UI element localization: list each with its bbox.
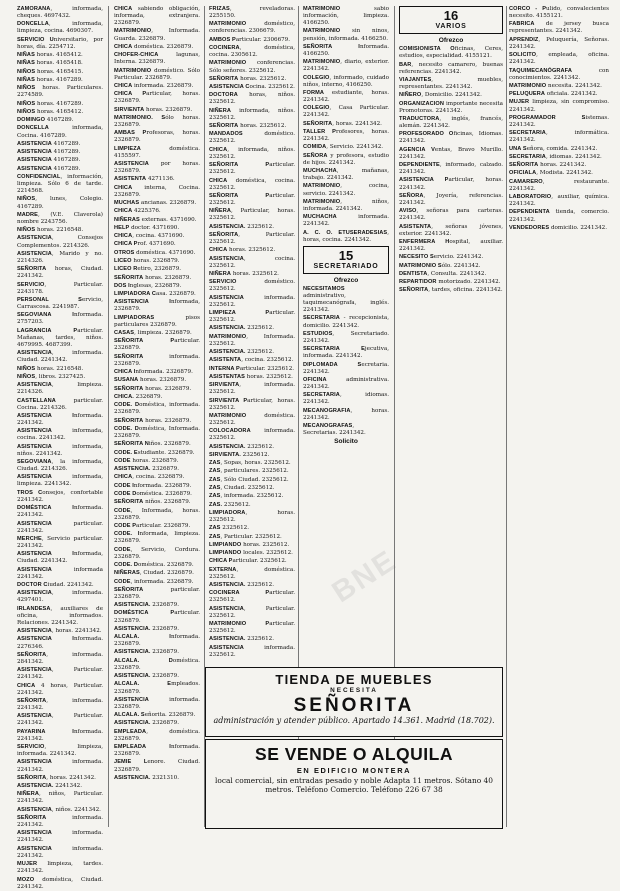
classified-listing: SEÑORITA horas. 2326879. — [114, 274, 192, 281]
classified-listing: CORCO - Pulido, convalecientes necesito. 4155121. — [509, 6, 609, 20]
classified-listing: ASISTENCIA informada 2241342. — [17, 566, 103, 580]
classified-listing: SEÑORA, Joyería, referencias. 2241342. — [399, 192, 503, 206]
classified-listing: SIRVIENTA Particular, horas. 2325612. — [209, 397, 295, 411]
classified-listing: NIÑAS horas. 4165418. — [17, 60, 83, 67]
classified-listing: BAR, necesito camarero, buenas referencias. 2241342. — [399, 61, 503, 75]
classified-listing: CHICA horas. 2325612. — [209, 247, 276, 254]
classified-listing: EXTERNA, doméstica. 2325612. — [209, 566, 295, 580]
classified-listing: MATRIMONIO Sólo. 2241342. — [399, 262, 481, 269]
classified-listing: ASISTENCIA. 2325612. — [209, 325, 274, 332]
classified-listing: ASISTENCIA. 2326879. — [114, 466, 179, 473]
classified-listing: CAMARERO, restaurante. 2241342. — [509, 178, 609, 192]
classified-listing: CASTELLANA particular. Cocina. 2214326. — [17, 397, 103, 411]
classified-listing: SEÑORITA Particular. 2325612. — [209, 162, 295, 176]
classified-listing: CHICA Particular. 2325612. — [209, 558, 287, 565]
classified-listing: ZAS, Sopas, horas. 2325612. — [209, 460, 291, 467]
classified-listing: DEPENDIENTA tienda, comercio. 2241342. — [509, 209, 609, 223]
classified-listing: COLEGIO, Casa Particular. 2241342. — [303, 105, 389, 119]
classified-listing: OTROS doméstica. 4371690. — [114, 249, 196, 256]
classified-listing: ASISTENCIA, Marido y no. 2214326. — [17, 250, 103, 264]
classified-listing: DOMINGO 4167289. — [17, 117, 74, 124]
subsection-demand: Solicito — [334, 438, 358, 446]
classified-listing: MATRIMONIO Particular. 2325612. — [209, 621, 295, 635]
classified-listing: CONFIDENCIAL, información, limpieza. Sólo 6 de tarde. 2214568. — [17, 173, 103, 195]
classified-listing: ASISTENCIA Cocina. 2325612. — [209, 84, 295, 91]
classified-column-1 — [17, 6, 103, 890]
classified-listing: ASISTENCIA, Particular. 2241342. — [17, 713, 103, 727]
classified-listing: ASISTENTAS horas. 2325612. — [209, 373, 293, 380]
classified-listing: ASISTENCIA. 2321310. — [114, 774, 179, 781]
classified-column-6 — [509, 6, 609, 827]
classified-listing: CODE. Estudiante. 2326879. — [114, 449, 195, 456]
classified-listing: NIÑERAS, Ciudad. 2326879. — [114, 570, 194, 577]
classified-listing: ASISTENCIA 4167289. — [17, 165, 81, 172]
classified-listing: SERVICIO, Particular. 2243178. — [17, 281, 103, 295]
classified-listing: ALCALA. Doméstica. 2326879. — [114, 657, 200, 671]
classified-listing: MATRIMONIO doméstico, conferencias. 2306679. — [209, 21, 295, 35]
classified-listing: MATRIMONIO, niños, informada. 2241342. — [303, 198, 389, 212]
classified-listing: CHICA Informada. 2326879. — [114, 369, 193, 376]
classified-listing: DOCTOR Ciudad. 2241342. — [17, 582, 94, 588]
classified-listing: NIÑOS horas. 4167289. — [17, 100, 84, 107]
classified-listing: CHICA, informada, niños. 2325612. — [209, 146, 295, 160]
classified-listing: LIMPIANDO horas. 2325612. — [209, 541, 290, 548]
classified-listing: NIÑERA, niños, Particular. 2241342. — [17, 791, 103, 805]
classified-listing: MUJER limpieza, tardes. 2241342. — [17, 861, 103, 875]
classified-listing: CODE, informada. 2326879. — [114, 578, 194, 585]
classified-listing: SEÑORITA horas. 2326879. — [114, 417, 192, 424]
classified-listing: SEÑORITA informada. 2326879. — [114, 353, 200, 367]
section-name: SECRETARIADO — [313, 262, 379, 270]
classified-listing: NIÑERA horas. 2325612. — [209, 270, 279, 277]
classified-listing: LIMPIANDO locales. 2325612. — [209, 550, 293, 557]
subsection-offer: Ofrezco — [438, 37, 464, 45]
classified-listing: MATRIMONIO sin ninos, pensión, informada. 4166250. — [303, 28, 389, 42]
classified-listing: ASISTENCIA Informada, Ciudad. 2241342. — [17, 551, 103, 565]
classified-listing: NIÑERA, Particular, horas. 2325612. — [209, 208, 295, 222]
column-rule — [108, 6, 109, 827]
classified-listing: SEÑORITA Particular. 2325612. — [209, 192, 295, 206]
classified-listing: SEÑORITA horas. 2325612. — [209, 75, 287, 82]
classified-listing: MECANOGRAFAS, Secretarias. 2241342. — [303, 423, 366, 437]
column-4-top-listings — [303, 6, 389, 244]
classified-listing: SEÑORITA, Particular. 2325612. — [209, 231, 295, 245]
classified-listing: ASISTENCIA, cocina. 2325612. — [209, 255, 295, 269]
classified-listing: ASISTENCIA. 2326879. — [114, 602, 179, 609]
ad-subline: NECESITA — [330, 687, 378, 694]
classified-listing: DONCELLA, informada, limpieza, cocina. 4690307. — [17, 21, 103, 35]
classified-listing: NIÑAS horas. 4165412. — [17, 52, 83, 59]
section-number: 15 — [338, 247, 354, 263]
classified-listing: CODE. Doméstica, Informada. 2326879. — [114, 425, 200, 439]
classified-listing: SEÑORITA informada. 2241342. — [17, 815, 103, 829]
classified-listing: ASISTENCIA. 2325612. — [209, 582, 274, 589]
classified-listing: CODE Informada. 2326879. — [114, 482, 192, 489]
classified-listing: MATRIMONIO doméstico. Sólo Particular. 2326879. — [114, 67, 200, 81]
classified-listing: ORGANIZACION importante necesita Promotoras. 2241342. — [399, 100, 503, 114]
classified-listing: MECANOGRAFIA, horas. 2241342. — [303, 407, 389, 421]
classified-listing: NIÑERO, Domicilio. 2241342. — [399, 92, 482, 99]
section-header-secretariado — [303, 246, 389, 274]
classified-listing: OFICIALA, Modista. 2241342. — [509, 170, 593, 177]
column-5-listings — [399, 46, 503, 294]
classified-listing: MATRIMONIO sabio información, limpieza. 4166250. — [303, 6, 389, 27]
classified-listing: ZAS 2325612. — [209, 525, 249, 532]
classified-listing: ZAS, Ciudad. 2325612. — [209, 485, 275, 492]
classified-listing: ENFERMERA Hospital, auxiliar. 2241342. — [399, 238, 503, 253]
classified-listing: SECRETARIA, idiomas. 2241342. — [303, 392, 389, 406]
classified-listing: ASISTENCIA informada, niños. 2241342. — [17, 443, 103, 457]
classified-listing: NIÑAS horas. 4167289. — [17, 76, 83, 83]
ad-headline: TIENDA DE MUEBLES — [275, 672, 433, 687]
classified-listing: ASISTENCIA. 2326879. — [114, 673, 179, 680]
sale-or-rent-ad — [205, 739, 503, 829]
classified-listing: FABRICA de jersey busca representantes. 2241342. — [509, 21, 609, 35]
classified-listing: CHICA Particular, horas. 2326879. — [114, 91, 200, 105]
classified-listing: ASISTENCIA Informada, 2326879. — [114, 299, 200, 313]
classified-listing: CODE horas. 2326879. — [114, 457, 179, 464]
classified-listing: ASISTENCIA informada, cocina. 2241342. — [17, 428, 103, 442]
classified-column-4 — [303, 6, 389, 663]
classified-listing: PELUQUERA oficiala. 2241342. — [509, 91, 598, 98]
classified-listing: MERCHE, Servicio particular. 2241342. — [17, 535, 103, 549]
classified-listing: CODE. Doméstica, informada. 2326879. — [114, 402, 200, 416]
classified-listing: REPARTIDOR motorizado. 2241342. — [399, 279, 501, 286]
classified-listing: ZAS, particulares. 2325612. — [209, 468, 289, 475]
classified-listing: VIAJANTES, muebles, representantes. 2241342. — [399, 76, 503, 91]
classified-listing: ASISTENCIA, niños. 2241342. — [17, 806, 101, 813]
classified-listing: DOS Inglesas, 2326879. — [114, 282, 182, 289]
classified-listing: CHOFER-CHICA lagunas, Interna. 2326879. — [114, 52, 200, 66]
classified-listing: ZAMORANA, informada, cheques. 4697432. — [17, 6, 103, 20]
classified-listing: TALLER Profesores, horas. 2241342. — [303, 129, 389, 143]
classified-listing: ASISTENTA, señoras jóvenes, exterior. 2241342. — [399, 223, 503, 237]
section-header-varios — [399, 6, 503, 34]
classified-listing: COCINERA Particular. 2325612. — [209, 590, 295, 604]
classified-listing: MADRE, (V.E. Claverola) nombre 2243756. — [17, 211, 103, 225]
classified-listing: SEÑORITA, horas. 2241342. — [303, 120, 382, 127]
classified-listing: MATRIMONIO, Informada. Guarda. 2326879. — [114, 28, 200, 42]
classified-listing: ASISTENCIA, Particular. 2325612. — [209, 605, 295, 619]
classified-listing: A. C. O. ETUSERADESIAS, horas, cocina. 2241342. — [303, 229, 389, 243]
classified-listing: ASISTENCIA informada. 2241342. — [17, 845, 103, 859]
furniture-store-ad — [205, 667, 503, 737]
classified-listing: ASISTENCIA. 2241342. — [17, 783, 82, 790]
classified-listing: SOLICITO, empleada, oficina. 2241342. — [509, 52, 609, 66]
classified-listing: SEGOVIANA Informada. 2757203. — [17, 312, 103, 326]
classified-listing: MUCHAS ancianas. 2326879. — [114, 199, 197, 206]
classified-listing: ALCALA. Informada. 2326879. — [114, 634, 200, 648]
classified-listing: CODE, Informada, horas. 2326879. — [114, 507, 200, 521]
classified-listing: ASISTENCIA informada. 2241342. — [17, 759, 103, 773]
classified-column-3 — [209, 6, 295, 663]
classified-listing: DENTISTA, Consulta. 2241342. — [399, 270, 487, 277]
classified-listing: MOZO doméstica, Ciudad. 2241342. — [17, 876, 103, 890]
classified-listing: ASISTENCIA particular. 2241342. — [17, 520, 103, 534]
classified-listing: LICEO horas. 2326879. — [114, 257, 180, 264]
classified-listing: ASISTENCIA Particular, horas. 2241342. — [399, 177, 503, 191]
classified-listing: LABORATORIO, auxiliar, química. 2241342. — [509, 194, 609, 208]
classified-listing: IRLANDESA, auxiliares de oficina, informados. Relaciones. 2241342. — [17, 605, 103, 626]
classified-listing: SECRETARIA Ejecutiva, informada. 2241342. — [303, 346, 389, 360]
classified-listing: ZAS. 2325612. — [209, 501, 251, 508]
classified-listing: SIRVIENTA, informada. 2325612. — [209, 382, 295, 396]
classified-listing: SEÑORITA horas, Ciudad. 2241342. — [17, 266, 103, 280]
classified-listing: SIRVIENTA. 2325612. — [209, 451, 270, 458]
classified-listing: MANDADOS doméstico. 2325612. — [209, 131, 295, 145]
classified-listing: ASISTENCIA, Consejos Complementos. 2214326. — [17, 235, 103, 249]
classified-listing: CHICA informada. 2326879. — [114, 82, 194, 89]
classified-listing: CHICA 4 horas, Particular. 2241342. — [17, 682, 103, 696]
classified-listing: SEÑORA y profesora, estudio de hijos. 2241342. — [303, 152, 389, 166]
classified-listing: ASISTENCIA por horas. 2326879. — [114, 160, 200, 175]
classified-listing: COCINERA, doméstica, cocina. 2305612. — [209, 45, 295, 59]
classified-listing: DONCELLA informada, Cocina. 4167289. — [17, 125, 103, 139]
classified-listing: HELP doctor. 4371690. — [114, 224, 180, 231]
classified-listing: VENDEDORES domicilio. 2241342. — [509, 224, 608, 231]
classified-listing: ASISTENTA 4271136. — [114, 176, 175, 183]
classified-listing: LIMPIADORA Casa. 2326879. — [114, 291, 196, 298]
classified-listing: FORMA estudiante, horas. 2241342. — [303, 89, 389, 104]
classified-listing: SEÑORITA horas. 2325612. — [209, 123, 287, 130]
classified-listing: COLOCADORA informada. 2325612. — [209, 428, 295, 442]
classified-listing: CHICA Prof. 4371690. — [114, 241, 176, 248]
classified-listing: ASISTENCIA. 2326879. — [114, 649, 179, 656]
classified-listing: LIMPIADORAS pisos particulares 2326879. — [114, 314, 200, 328]
classified-listing: ASISTENCIA informada. 2241342. — [17, 830, 103, 844]
classified-listing: SEÑORITA particular. 2326879. — [114, 586, 200, 600]
classified-listing: PROGRAMADOR Sistemas. 2241342. — [509, 114, 609, 128]
classified-listing: CHICA. 2326879. — [114, 393, 163, 400]
classified-listing: NIÑOS horas. 2216548. — [17, 365, 84, 372]
classified-listing: NIÑERAS externas. 4371690. — [114, 216, 197, 223]
classified-listing: ASISTENCIA. 2325612. — [209, 443, 274, 450]
classified-listing: SIRVIENTA horas. 2326879. — [114, 106, 193, 113]
classified-listing: UNA Señora, comida. 2241342. — [509, 145, 598, 152]
classified-listing: LIMPIADORA, horas. 2325612. — [209, 509, 295, 523]
section-number: 16 — [443, 8, 459, 23]
classified-listing: NIÑOS, libros. 2327425. — [17, 373, 86, 380]
classified-listing: CHICA 4225376. — [114, 208, 161, 215]
classified-listing: JEMIE Lenore. Ciudad. 2326879. — [114, 759, 200, 773]
column-4-secretariado-listings — [303, 286, 389, 437]
classified-listing: AVISO, señoras para carteras. 2241342. — [399, 208, 503, 222]
classified-listing: MATRIMONIO, Informada. 2325612. — [209, 333, 295, 347]
classified-listing: ASISTENCIA, Particular. 2241342. — [17, 667, 103, 681]
classified-listing: SEÑORITA horas. 2241342. — [509, 162, 587, 169]
classified-listing: SECRETARIA - recepcionista, domicilio. 2241342. — [303, 315, 389, 329]
classified-listing: ASISTENCIA Informada. 2241342. — [17, 412, 103, 426]
classified-listing: MUCHACHA informada. 2241342. — [303, 214, 389, 228]
classified-listing: AGENCIA Ventas, Bravo Murillo. 2241342. — [399, 146, 503, 160]
classified-listing: CHICA interna, Cocina. 2326879. — [114, 184, 200, 198]
classified-listing: SEGOVIANA, la informada, Ciudad. 2214326. — [17, 459, 103, 473]
classified-listing: CODE Doméstica. 2326879. — [114, 490, 192, 497]
classified-listing: SEÑORITA, informada. 2241342. — [17, 697, 103, 711]
classified-listing: PROFESORADO Oficinas, Idiomas. 2241342. — [399, 131, 503, 145]
classified-listing: ALCALA. Señorita. 2326879. — [114, 712, 196, 719]
classified-listing: ASISTENCIA. 2325612. — [209, 223, 274, 230]
classified-listing: CHICA doméstica, cocina. 2325612. — [209, 177, 295, 191]
classified-listing: CASAS, limpieza. 2326879. — [114, 330, 192, 337]
classified-listing: LIMPIEZA doméstica. 4155597. — [114, 145, 200, 159]
classified-listing: ASISTENCIA 4167289. — [17, 149, 81, 156]
ad-subline: EN EDIFICIO MONTERA — [296, 766, 412, 775]
classified-listing: DOMÉSTICA Informada. 2241342. — [17, 505, 103, 519]
classified-listing: SEÑORITA horas. 2326879. — [114, 385, 192, 392]
classified-listing: MATRIMONIO. Sólo horas. 2326879. — [114, 114, 201, 128]
classified-listing: CHICA, cocina. 4371690. — [114, 233, 185, 240]
section-name: VARIOS — [435, 23, 467, 30]
classified-listing: NIÑOS horas. 4165415. — [17, 68, 84, 75]
classified-listing: LAGRANCIA Particular. Mañanas, tardes, niños. 4679995. 4687399. — [17, 327, 103, 348]
ad-headline: SE VENDE O ALQUILA — [255, 744, 453, 764]
classified-listing: MATRIMONIO conferencias. Sólo señores. 2325612. — [209, 60, 295, 74]
classified-listing: ASISTENCIA, horas. 2241342. — [17, 628, 102, 635]
classified-listing: LICEO Retiro, 2326879. — [114, 266, 182, 273]
classified-listing: ASISTENCIA, informada. Ciudad. 2241342. — [17, 350, 103, 364]
classified-listing: NIÑOS horas. Particulares. 2274589. — [17, 85, 103, 99]
classified-listing: ASISTENCIA, limpieza. 2214326. — [17, 382, 103, 396]
classified-listing: ASISTENCIA informada. 2325612. — [209, 644, 295, 658]
classified-listing: ESTUDIOS, Secretariado. 2241342. — [303, 330, 389, 344]
column-rule — [506, 6, 507, 827]
subsection-offer: Ofrezco — [333, 276, 359, 284]
classified-listing: ZAS, informada. 2325612. — [209, 493, 284, 500]
classified-listing: ZAS, Sólo Ciudad. 2325612. — [209, 476, 289, 483]
classified-listing: CHICA doméstica. 2326879. — [114, 43, 194, 50]
classified-listing: ASISTENCIA. 2325612. — [209, 349, 274, 355]
classified-listing: NIÑOS horas. 2216548. — [17, 227, 84, 234]
classified-listing: AMBAS Profesoras, horas. 2326879. — [114, 130, 200, 144]
classified-listing: SEÑORITA Niños. 2326879. — [114, 441, 191, 448]
classified-listing: CODE. Doméstica. 2326879. — [114, 561, 194, 568]
classified-listing: ASISTENCIA. 2326879. — [114, 720, 179, 727]
classified-listing: SEÑORITA niños. 2326879. — [114, 499, 191, 506]
classified-listing: SERVICIO doméstico. 2325612. — [209, 279, 295, 293]
classified-listing: AMBOS Particular. 2306679. — [209, 36, 291, 43]
classified-listing: PERSONAL Servicio, Carrascosa. 2241987. — [17, 296, 103, 311]
classified-listing: SUSANA horas. 2326879. — [114, 377, 187, 384]
classified-listing: ASISTENCIA 4167289. — [17, 157, 81, 164]
classified-listing: ASISTENCIA informada, limpieza. 2241342. — [17, 474, 103, 488]
classified-listing: INTERNA Particular. 2325612. — [209, 365, 295, 372]
classified-listing: MATRIMONIO, cocina, servicio. 2241342. — [303, 183, 389, 197]
classified-listing: NECESITO Servicio. 2241342. — [399, 254, 484, 261]
classified-listing: ASISTENCIA informada. 2325612. — [209, 294, 295, 308]
classified-listing: DOCTORA horas, niños. 2325612. — [209, 92, 295, 106]
classified-listing: MATRIMONIO doméstica. 2325612. — [209, 412, 295, 426]
classified-listing: CHICA, cocina. 2326879. — [114, 474, 185, 481]
classified-column-2 — [114, 6, 200, 827]
classified-listing: EMPLEADA, doméstica. 2326879. — [114, 728, 200, 742]
library-watermark: BNE — [326, 543, 403, 610]
classified-listing: CODE Particular. 2326879. — [114, 522, 191, 529]
classified-listing: TAQUIMECANÓGRAFA con conocimientos. 2241342. — [509, 67, 609, 81]
classified-listing: CODE. Informada, limpieza. 2326879. — [114, 531, 201, 545]
classified-listing: SECRETARIA, informática. 2241342. — [509, 130, 609, 144]
classified-listing: PAYARINA Informada. 2241342. — [17, 728, 103, 742]
classified-listing: SEÑORITA, informada. 2841342. — [17, 651, 103, 665]
classified-listing: DOMÉSTICA Particular. 2326879. — [114, 610, 200, 624]
classified-listing: TROS Consejos, confortable 2241342. — [17, 489, 103, 503]
classified-listing: NIÑOS, lunes, Colegio. 4167289. — [17, 196, 103, 210]
classified-listing: DIPLOMADA Secretaria. 2241342. — [303, 361, 389, 375]
classified-listing: MUJER limpieza, sin compromiso. 2241342. — [509, 99, 609, 113]
classified-listing: COMISIONISTA Oficinas, Ceres, estudios, especialidad. 4155121. — [399, 46, 503, 60]
classified-listing: ASISTENCIA Informada. 2276346. — [17, 636, 103, 650]
classified-listing: COMIDA, Servicio. 2241342. — [303, 144, 384, 151]
classified-listing: ASISTENCIA informada. 2326879. — [114, 696, 200, 710]
classified-listing: DEPENDIENTE, informado, calzado. 2241342. — [399, 162, 503, 176]
classified-listing: NIÑERA informada, niños. 2325612. — [209, 107, 295, 121]
classified-listing: ASISTENCIA 4167289. — [17, 140, 81, 147]
classified-listing: SECRETARIA, idiomas. 2241342. — [509, 153, 602, 160]
classified-listing: SERVICIO, limpieza, informada. 2241342. — [17, 744, 103, 758]
classified-listing: ASISTENCIA. 2325612. — [209, 636, 274, 643]
classified-listing: SEÑORITA, tardes, oficina. 2241342. — [399, 287, 503, 294]
classified-listing: SEÑORITA, horas. 2241342. — [17, 774, 96, 781]
classified-listing: CHICA sabiendo obligación, informada, extranjera. 2326879. — [114, 6, 200, 27]
classified-listing: OFICINA administrativa. 2241342. — [303, 376, 389, 391]
classified-listing: MATRIMONIO, diario, exterior. 2241342. — [303, 59, 389, 73]
classified-listing: ZAS, Particular. 2325612. — [209, 533, 282, 540]
classified-listing: TRADUCTORA, inglés, francés, alemán. 2241342. — [399, 115, 503, 130]
classified-listing: CODE, Servicio, Cordura. 2326879. — [114, 546, 200, 560]
classified-listing: EMPLEADA Informada. 2326879. — [114, 744, 200, 758]
classified-listing: APRENDIZ, Peluquería, Señoras. 2241342. — [509, 36, 609, 50]
classified-listing: ASISTENCIA, informada. 4297401. — [17, 590, 103, 604]
classified-listing: NECESITAMOS administrativo, taquimecanógrafa, inglés. 2241342. — [303, 285, 389, 314]
classified-listing: SEÑORITA Particular. 2326879. — [114, 338, 200, 352]
classified-listing: LIMPIEZA Particular. 2325612. — [209, 309, 295, 324]
ad-details: local comercial, sin entradas pesado y noble Adapta 11 metros. Sótano 40 metros. Teléfono Comercio. Teléfono 226 67 38 — [215, 776, 493, 795]
classified-listing: NIÑOS horas. 4165412. — [17, 108, 84, 115]
classified-listing: SERVICIO Universitario, por horas, día. 2254712. — [17, 36, 103, 50]
ad-position: SEÑORITA — [293, 695, 415, 716]
classified-listing: SEÑORITA Informada. 4166250. — [303, 43, 389, 57]
classified-listing: COLEGIO, informado, cuidado niños, interno, 4166250. — [303, 74, 389, 88]
classified-listing: ALCALA. Empleados. 2326879. — [114, 681, 200, 695]
classified-listing: MATRIMONIO necesita. 2241342. — [509, 82, 602, 89]
classified-listing: MUCHACHA, mañanas, trabajo. 2241342. — [303, 168, 389, 182]
classified-listing: ASISTENTA, cocina. 2325612. — [209, 357, 294, 364]
classified-listing: FRIZAS, reveladoras. 2255150. — [209, 6, 295, 20]
classified-listing: ASISTENCIA. 2326879. — [114, 625, 179, 632]
ad-details: administración y atender público. Apartado 14.361. Madrid (18.702). — [213, 716, 495, 725]
